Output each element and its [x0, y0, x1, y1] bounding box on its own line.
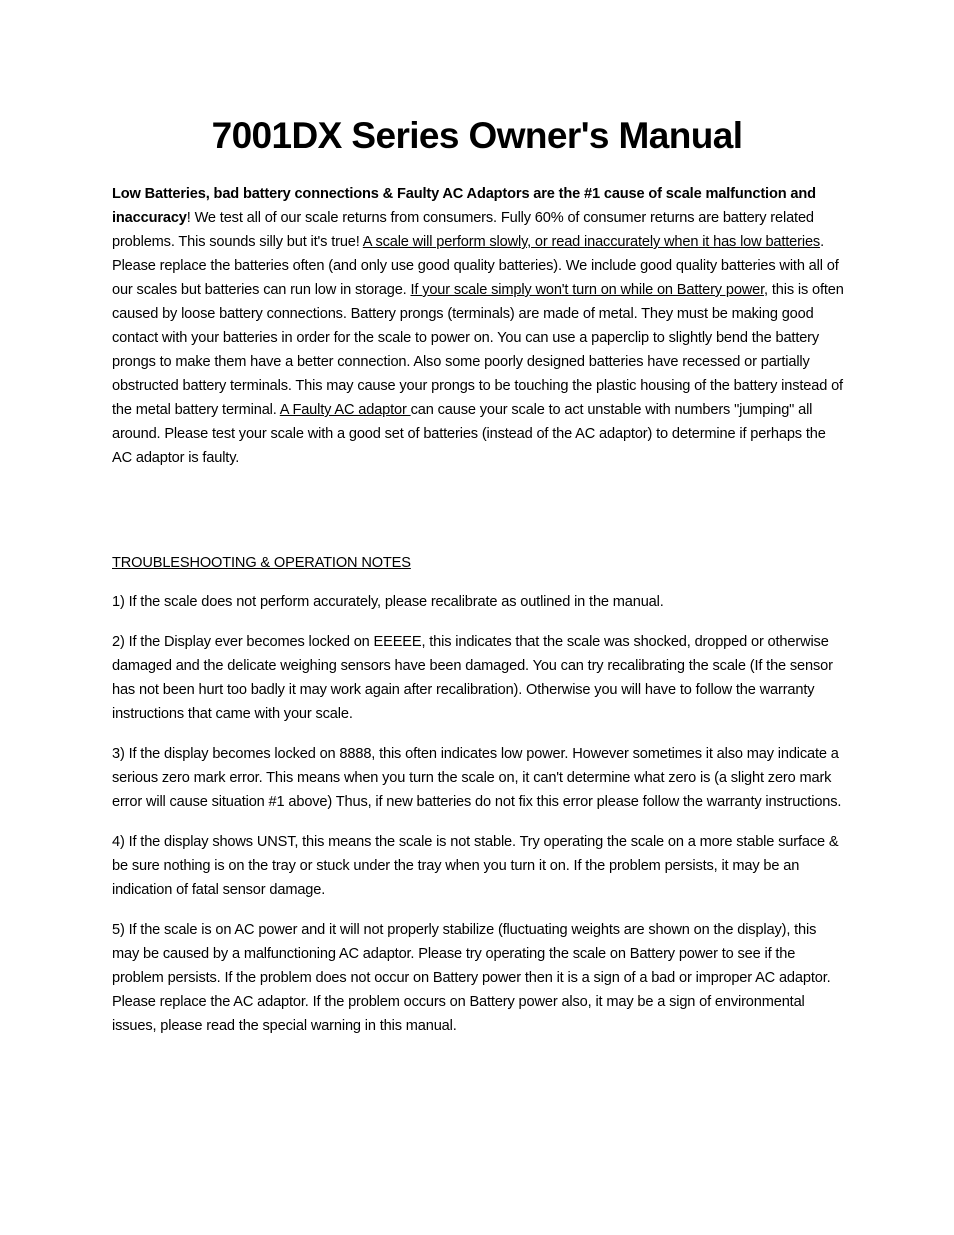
troubleshooting-heading: TROUBLESHOOTING & OPERATION NOTES — [112, 555, 411, 571]
intro-bold-lead: Low Batteries, bad battery connections & Faulty AC Adaptors are the #1 cause of scale malfunction and inaccuracy — [112, 186, 816, 226]
intro-text-4: can cause your scale to act unstable with numbers "jumping" all around. Please test your scale with a good set of batteries (instead of the AC adaptor) to determine if perhaps the AC adaptor is faulty. — [112, 402, 826, 466]
troubleshooting-item: 3) If the display becomes locked on 8888, this often indicates low power. However sometimes it also may indicate a serious zero mark error. This means when you turn the scale on, it can't determine what zero is (a slight zero mark error will cause situation #1 above) Thus, if new batteries do not fix this error please follow the warranty instructions. — [112, 746, 842, 810]
troubleshooting-item: 2) If the Display ever becomes locked on EEEEE, this indicates that the scale was shocked, dropped or otherwise damaged and the delicate weighing sensors have been damaged. You can try recalibrating the scale (If the sensor has not been hurt too badly it may work again after recalibration). Otherwise you will have to follow the warranty instructions that came with your scale. — [112, 634, 833, 722]
intro-underline-low-batteries: A scale will perform slowly, or read inaccurately when it has low batteries — [362, 234, 821, 250]
intro-text-3: this is often caused by loose battery connections. Battery prongs (terminals) are made of metal. They must be making good contact with your batteries in order for the scale to power on. You can use a paperclip to slightly bend the battery prongs to make them have a better connection. Also some poorly designed batteries have recessed or partially obstructed battery terminals. This may cause your prongs to be touching the plastic housing of the battery instead of the metal battery terminal. — [112, 282, 844, 418]
troubleshooting-section — [112, 551, 846, 1054]
troubleshooting-item: 4) If the display shows UNST, this means the scale is not stable. Try operating the scale on a more stable surface & be sure nothing is on the tray or stuck under the tray when you turn it on. If the problem persists, it may be an indication of fatal sensor damage. — [112, 834, 839, 898]
intro-section — [112, 182, 846, 470]
troubleshooting-item: 1) If the scale does not perform accurately, please recalibrate as outlined in the manual. — [112, 594, 664, 610]
troubleshooting-item: 5) If the scale is on AC power and it will not properly stabilize (fluctuating weights are shown on the display), this may be caused by a malfunctioning AC adaptor. Please try operating the scale on Battery power to see if the problem persists. If the problem does not occur on Battery power then it is a sign of a bad or improper AC adaptor. Please replace the AC adaptor. If the problem occurs on Battery power also, it may be a sign of environmental issues, please read the special warning in this manual. — [112, 922, 831, 1034]
intro-underline-faulty-adaptor: A Faulty AC adaptor — [279, 402, 411, 418]
intro-text-2: . Please replace the batteries often (and only use good quality batteries). We include good quality batteries with all of our scales but batteries can run low in storage. — [112, 234, 839, 298]
page-title: 7001DX Series Owner's Manual — [211, 115, 743, 156]
intro-underline-wont-turn-on: If your scale simply won't turn on while on Battery power, — [410, 282, 768, 298]
intro-paragraph — [112, 182, 846, 470]
intro-text-1: ! We test all of our scale returns from consumers. Fully 60% of consumer returns are battery related problems. This sounds silly but it's true! — [112, 210, 814, 250]
